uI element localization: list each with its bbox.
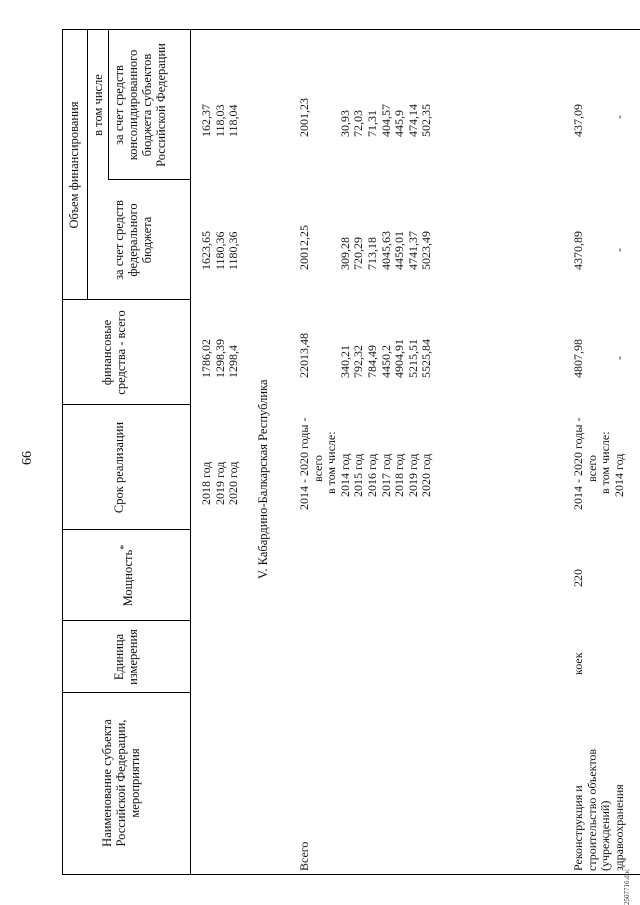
regional-cell: 502,35 [419,104,434,137]
total-row-name: Всего [297,841,311,871]
header-name: Наименование субъекта Российской Федерации, мероприятия [100,719,142,847]
header-capacity [118,532,135,619]
regional-cell: 2001,23 [297,98,311,137]
total-cell: 340,21 [337,345,352,378]
term-cell: всего [310,454,325,482]
total-cell: 1786,02 [199,339,213,378]
reconstruction-row-regional-list [572,104,626,137]
total-cell: 4450,2 [378,345,393,378]
term-cell: 2014 год [611,453,626,497]
total-cell: 792,32 [351,345,366,378]
col-rule-6 [108,179,190,180]
regional-cell: - [611,115,626,119]
total-row-total-list [298,333,434,378]
table-left-rule [62,874,640,875]
capacity-footnote-mark: * [119,544,130,550]
regional-cell: 445,9 [392,110,407,137]
col-rule-3 [62,529,190,530]
regional-cell: 72,03 [351,110,366,137]
term-cell: 2014 год [337,453,352,497]
regional-cell: 162,37 [199,104,213,137]
term-cell: 2014 - 2020 годы - [571,417,585,510]
total-cell [586,339,600,378]
reconstruction-row-unit: коек [571,652,585,675]
federal-cell: 20012,25 [297,225,311,270]
name-line: строительство объектов [584,748,599,871]
term-cell: 2016 год [364,453,379,497]
federal-cell: 720,29 [351,237,366,270]
total-cell: 784,49 [364,345,379,378]
term-cell: 2019 год [405,453,420,497]
regional-cell: 118,03 [212,104,227,137]
header-including: в том числе [91,74,105,136]
federal-cell [599,231,613,270]
col-rule-2 [62,620,190,621]
term-cell: в том числе: [598,431,613,494]
total-cell [325,333,339,378]
federal-cell: 1623,65 [199,231,213,270]
header-federal: за счет средств федерального бюджета [112,200,154,280]
header-bottom-rule [190,30,191,875]
federal-cell: 4370,89 [571,231,585,270]
name-line: Реконструкция и [571,785,585,871]
federal-cell: 1180,36 [212,231,227,270]
total-cell: 1298,39 [212,339,227,378]
federal-cell: 4741,37 [405,231,420,270]
term-cell: 2020 год [226,461,241,505]
total-cell: - [611,356,626,360]
top-federal-list [200,231,241,270]
federal-cell [586,231,600,270]
reconstruction-row-total-list [572,339,626,378]
total-row-federal-list [298,225,434,270]
total-cell: 1298,4 [226,345,241,378]
footer-document-code: 2507716.doc [623,868,631,905]
federal-cell: 309,28 [337,237,352,270]
including-subheader-rule [108,30,109,180]
col-rule-1 [62,692,190,693]
regional-cell: 404,57 [378,104,393,137]
top-total-list [200,339,241,378]
regional-cell: 30,93 [337,110,352,137]
page-number: 66 [20,451,35,465]
term-cell: 2019 год [212,461,227,505]
regional-cell [312,98,326,137]
header-term: Срок реализации [112,421,126,514]
name-line: здравоохранения [611,784,626,871]
regional-cell [325,98,339,137]
term-cell: 2014 - 2020 годы - [297,417,311,510]
federal-cell: 5023,49 [419,231,434,270]
name-line: (учреждений) [598,800,613,871]
federal-cell: 4045,63 [378,231,393,270]
table-top-rule [62,30,63,875]
regional-cell: 474,14 [405,104,420,137]
regional-cell: 71,31 [364,110,379,137]
col-rule-5 [62,299,190,300]
total-cell: 22013,48 [297,333,311,378]
federal-cell: - [611,248,626,252]
term-cell: 2018 год [199,461,213,505]
regional-cell [599,104,613,137]
funding-subheader-rule [87,30,88,300]
federal-cell [325,225,339,270]
table-right-rule [62,29,640,30]
header-funding: Объем финансирования [67,101,81,229]
top-regional-list [200,104,241,137]
reconstruction-row-capacity: 220 [571,569,585,587]
reconstruction-row-term-list [572,418,626,510]
regional-cell: 437,09 [571,104,585,137]
header-unit: Единица измерения [112,629,140,685]
col-rule-4 [62,404,190,405]
regional-cell: 118,04 [226,104,241,137]
total-cell [599,339,613,378]
header-capacity-label: Мощность [121,549,136,607]
federal-cell: 713,18 [364,237,379,270]
term-cell: 2020 год [419,453,434,497]
total-cell: 4904,91 [392,339,407,378]
header-total: финансовые средства - всего [100,310,128,395]
total-cell [312,333,326,378]
section-title: V. Кабардино-Балкарская Республика [256,379,270,579]
term-cell: 2018 год [392,453,407,497]
total-cell: 5525,84 [419,339,434,378]
reconstruction-row-federal-list [572,231,626,270]
total-cell: 5215,51 [405,339,420,378]
federal-cell [312,225,326,270]
reconstruction-row-name [572,749,626,871]
term-cell: в том числе: [324,431,339,494]
regional-cell [586,104,600,137]
federal-cell: 4459,01 [392,231,407,270]
total-row-regional-list [298,98,434,137]
total-cell: 4807,98 [571,339,585,378]
top-term-list [200,462,241,505]
term-cell: 2017 год [378,453,393,497]
total-row-term-list [298,418,434,510]
term-cell: 2015 год [351,453,366,497]
term-cell: всего [584,454,599,482]
header-regional: за счет средств консолидированного бюджета субъектов Российской Федерации [112,43,168,167]
federal-cell: 1180,36 [226,231,241,270]
